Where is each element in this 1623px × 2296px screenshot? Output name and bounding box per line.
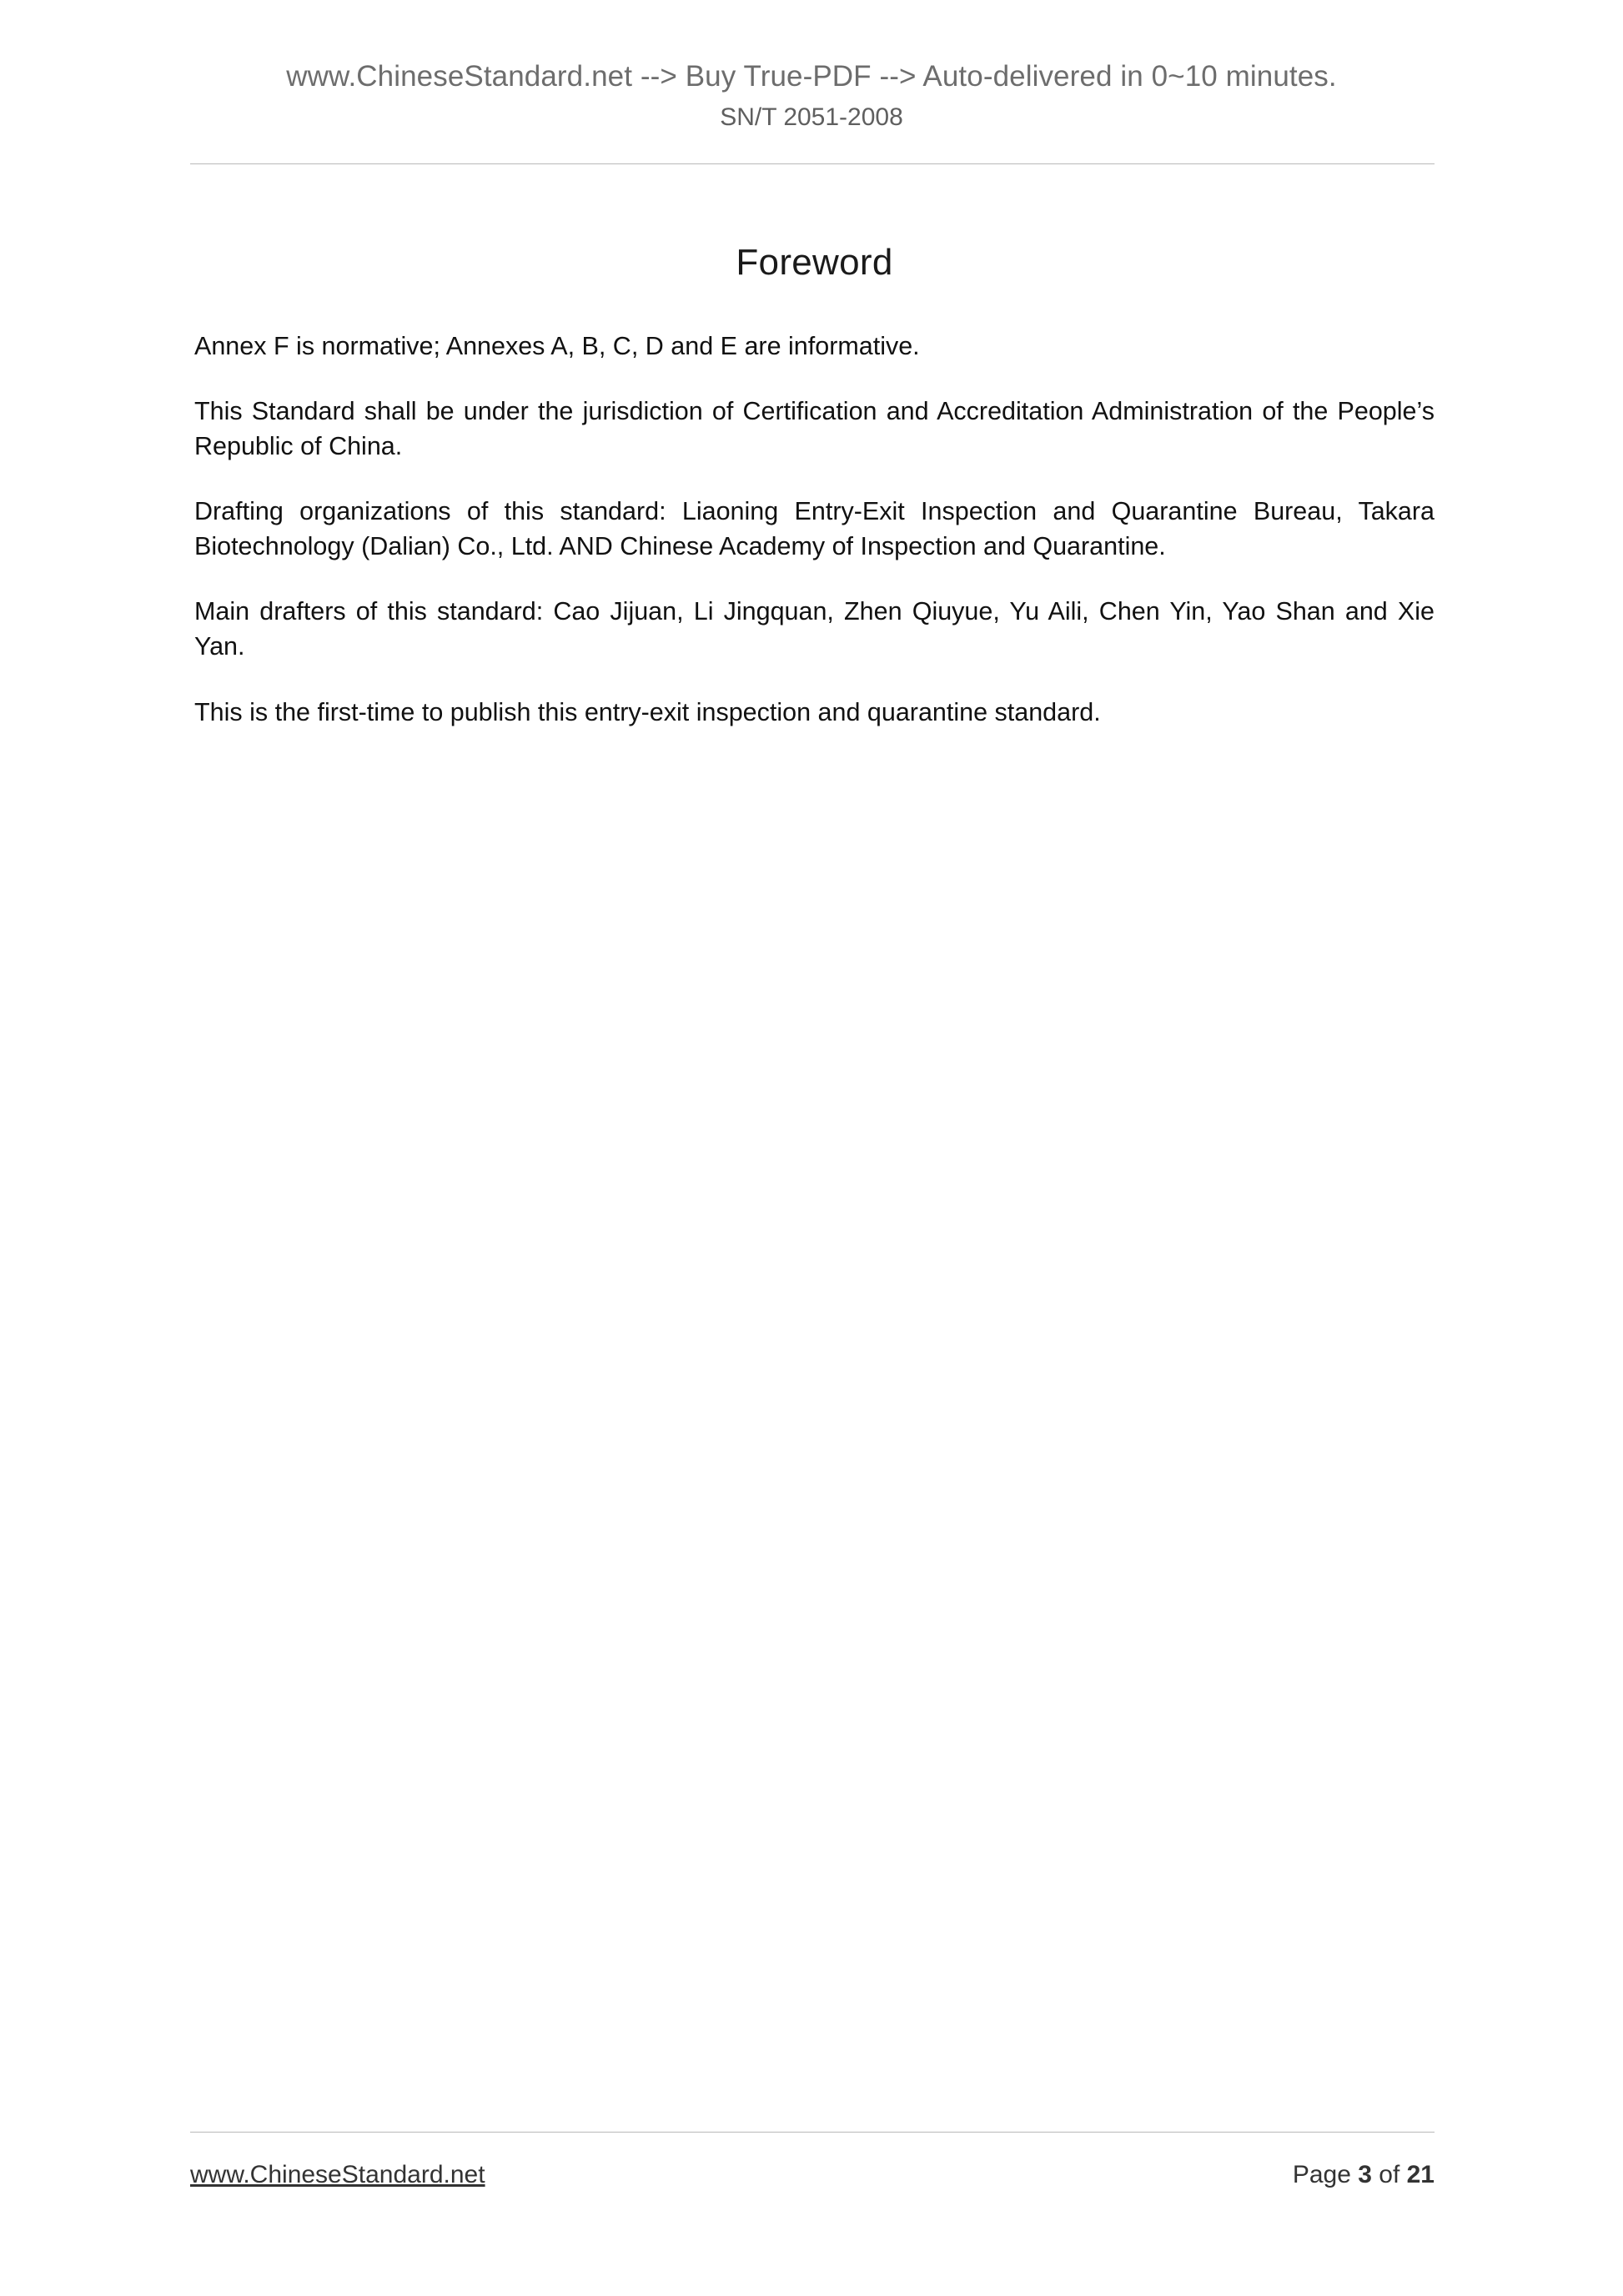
- promo-text: www.ChineseStandard.net --> Buy True-PDF --> Auto-delivered in 0~10 minutes.: [286, 60, 1337, 93]
- page-footer: [190, 2161, 1435, 2189]
- paragraph-main-drafters: Main drafters of this standard: Cao Jijuan, Li Jingquan, Zhen Qiuyue, Yu Aili, Chen Yin, Yao Shan and Xie Yan.: [194, 597, 1435, 661]
- page-number-label: [1293, 2161, 1435, 2189]
- page-current: 3: [1358, 2161, 1372, 2188]
- header-divider: [190, 163, 1435, 164]
- footer-site-link[interactable]: www.ChineseStandard.net: [190, 2161, 485, 2188]
- footer-divider: [190, 2132, 1435, 2133]
- paragraph-jurisdiction: This Standard shall be under the jurisdiction of Certification and Accreditation Administration of the People’s Republic of China.: [194, 397, 1435, 461]
- page-middle: of: [1371, 2161, 1407, 2188]
- paragraph-annexes: Annex F is normative; Annexes A, B, C, D and E are informative.: [194, 332, 920, 360]
- page-title: Foreword: [736, 242, 893, 283]
- paragraph-first-publication: This is the first-time to publish this entry-exit inspection and quarantine standard.: [194, 697, 1101, 726]
- standard-number: SN/T 2051-2008: [720, 103, 903, 131]
- page-total: 21: [1406, 2161, 1435, 2188]
- page-prefix: Page: [1292, 2161, 1359, 2188]
- paragraph-drafting-organizations: Drafting organizations of this standard: Liaoning Entry-Exit Inspection and Quarantine Bureau, Takara Biotechnology (Dalian) Co., Ltd. AND Chinese Academy of Inspection and Quarantine.: [194, 497, 1435, 561]
- page-header: [0, 60, 1623, 132]
- document-body: [194, 242, 1435, 730]
